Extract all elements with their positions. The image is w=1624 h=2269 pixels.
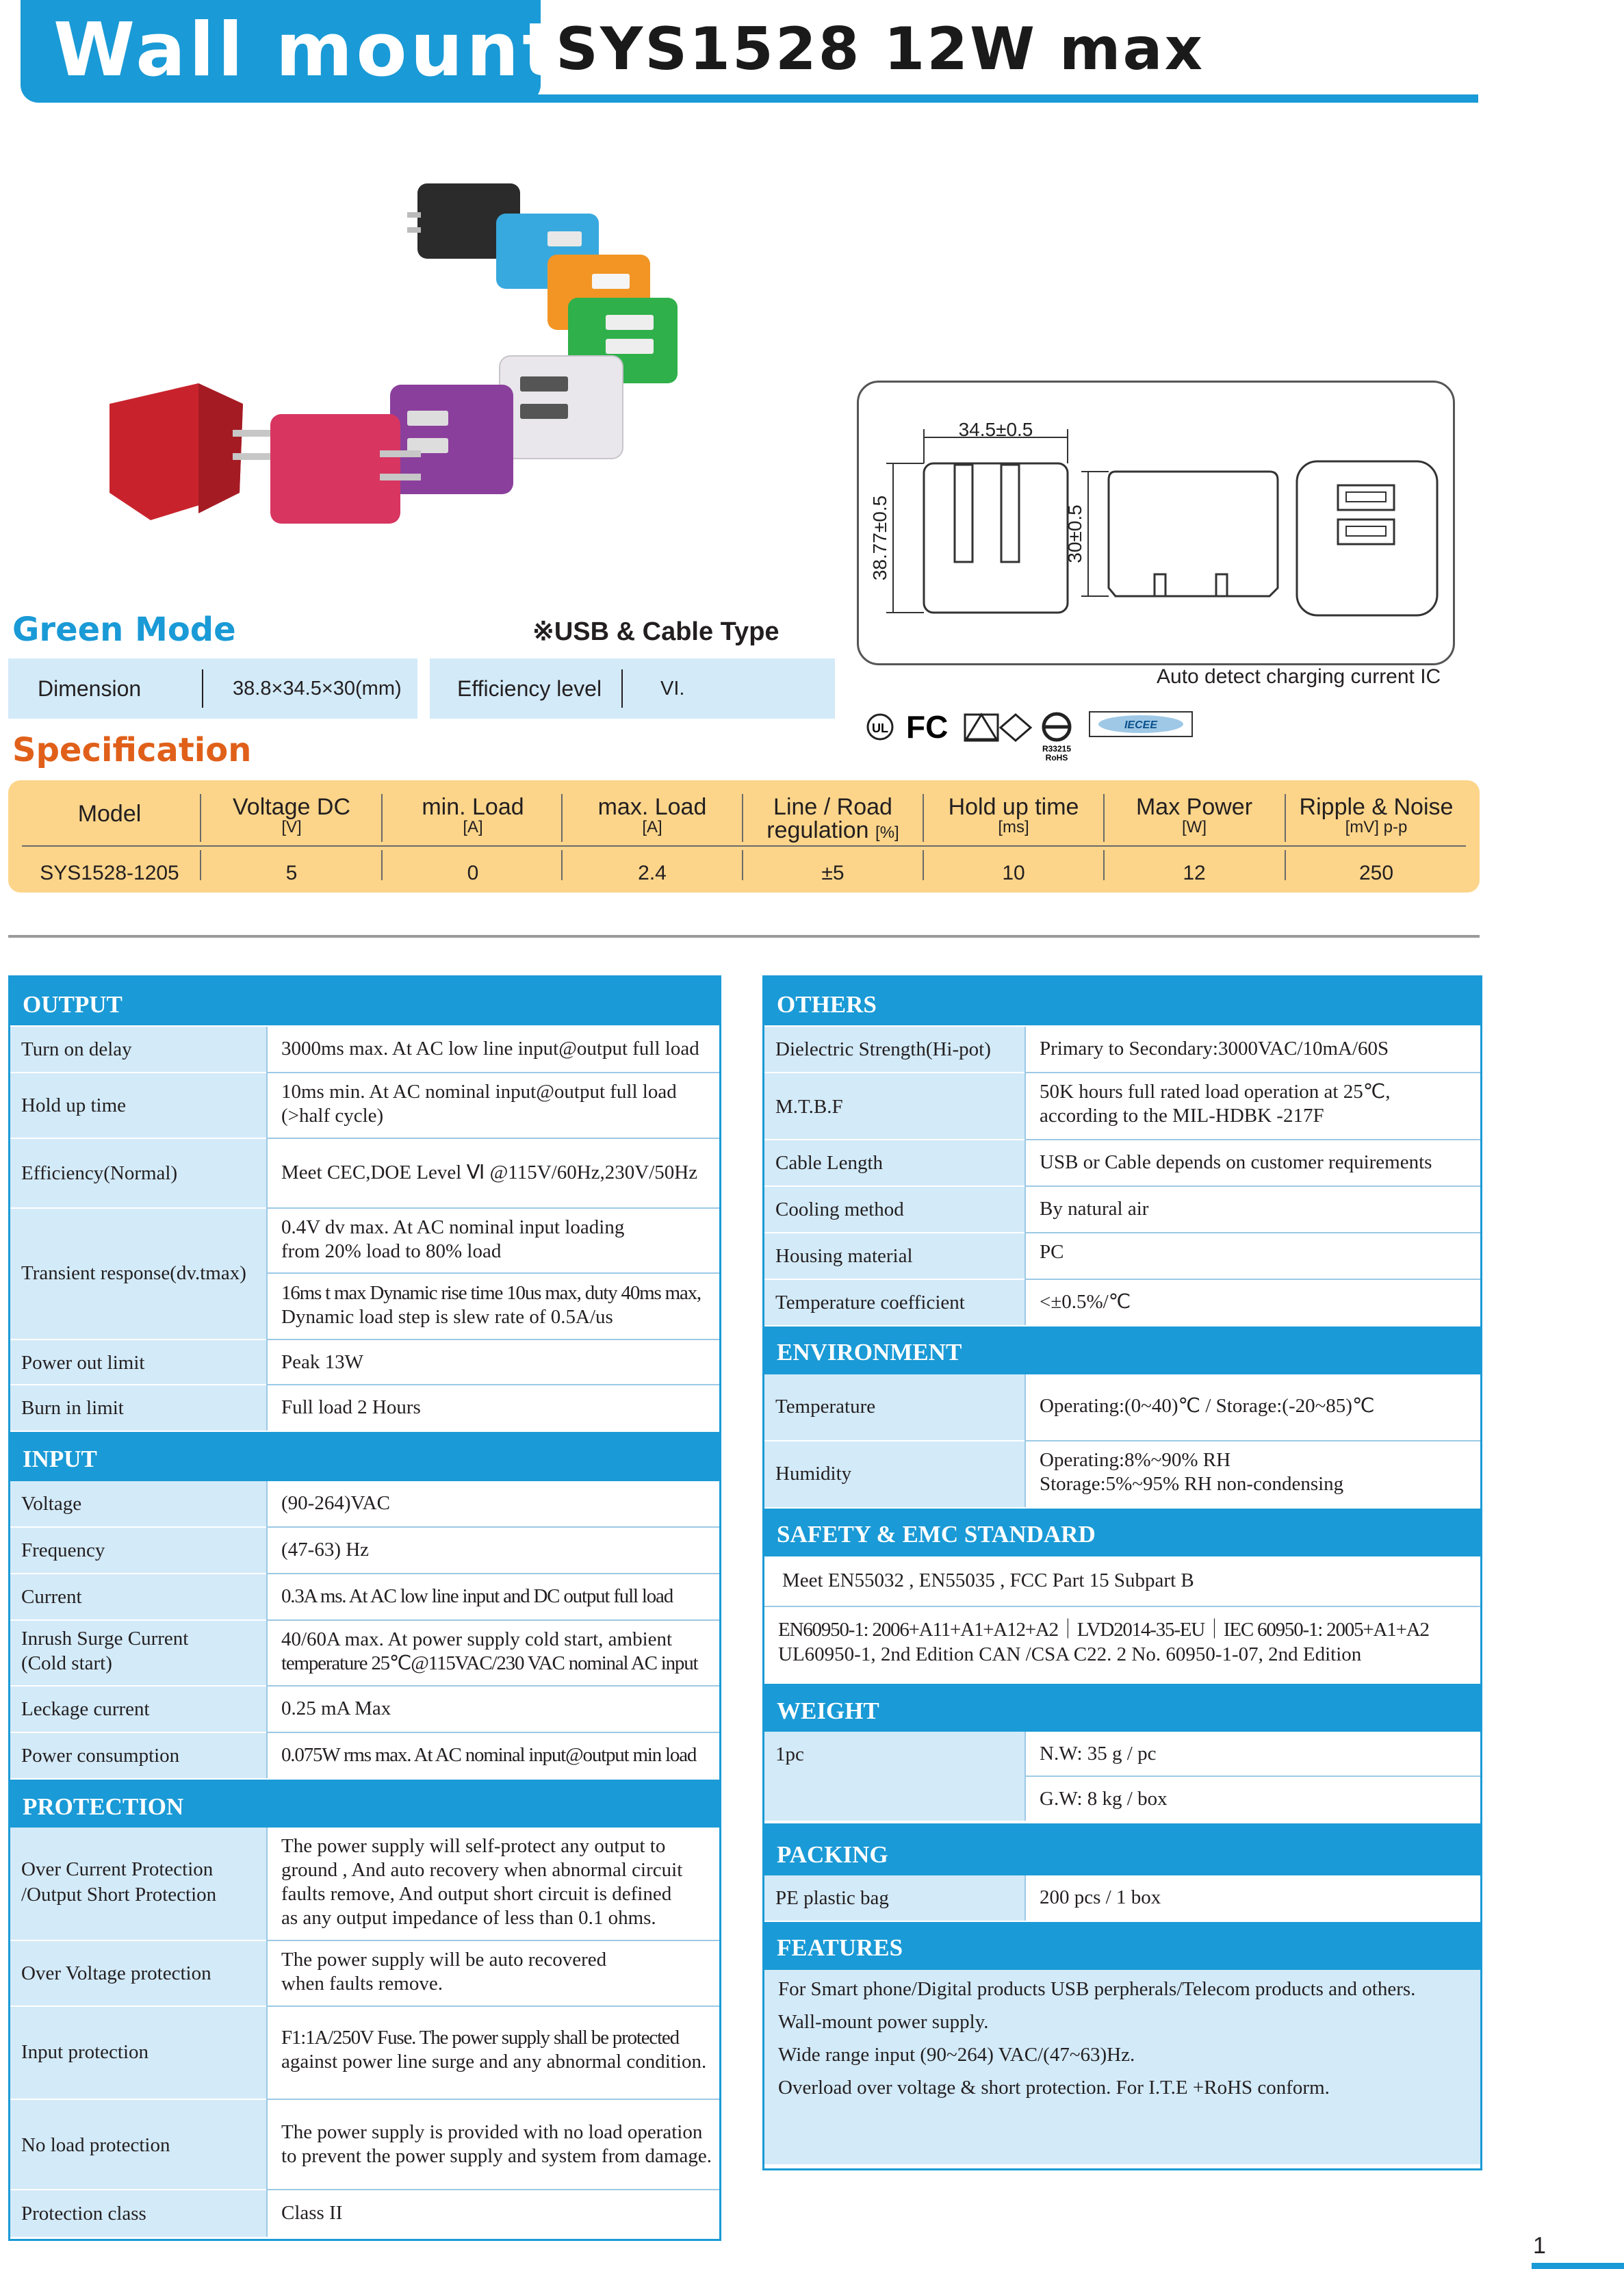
inrush-current-value: 40/60A max. At power supply cold start, ambient temperature 25℃@115VAC/230 VAC nominal AC input [268,1621,719,1685]
spec-col-separator [1285,850,1286,880]
humidity-label: Humidity [764,1441,1024,1507]
spec-col-separator [200,850,201,880]
column-divider [266,1027,268,1431]
spec-value-model: SYS1528-1205 [40,862,179,884]
row-divider [268,2189,719,2190]
safety-section-header: SAFETY & EMC STANDARD [764,1507,1480,1556]
row-divider [1026,1232,1480,1233]
weight-label: 1pc [764,1732,1024,1821]
spec-col-separator [200,794,201,842]
rohs-icon [1042,714,1071,762]
spec-header-max-load: max. Load [A] [597,794,707,836]
temperature-coefficient-value: <±0.5%/℃ [1026,1280,1480,1325]
frequency-value: (47-63) Hz [268,1528,719,1573]
input-protection-value: F1:1A/250V Fuse. The power supply shall be protected against power line surge and any abnormal condition. [268,2007,719,2099]
spec-col-separator [742,794,743,842]
weight-section-header: WEIGHT [764,1682,1480,1732]
turn-on-delay-label: Turn on delay [10,1027,266,1072]
spec-col-separator [381,794,383,842]
power-consumption-label: Power consumption [10,1733,266,1778]
spec-value-min-load: 0 [467,862,479,884]
power-consumption-value: 0.075W rms max. At AC nominal input@output min load [268,1733,719,1778]
spec-header-voltage: Voltage DC [V] [233,794,350,836]
efficiency-label: Efficiency level [457,676,602,701]
fcc-icon: FC [906,709,949,745]
inrush-current-label: Inrush Surge Current (Cold start) [10,1621,266,1685]
row-divider [1026,1440,1480,1441]
spec-col-separator [1103,794,1105,842]
column-divider [1024,1875,1026,1921]
left-spec-table [8,975,721,2241]
spec-header-model: Model [77,801,142,827]
packing-section-header: PACKING [764,1822,1480,1875]
column-divider [266,1828,268,2237]
row-divider [268,1685,719,1687]
drawing-note: Auto detect charging current IC [1157,665,1441,688]
header-underline [520,94,1478,103]
burn-in-limit-label: Burn in limit [10,1385,266,1431]
spec-header-ripple: Ripple & Noise [mV] p-p [1299,794,1454,836]
safety-standard-value: EN60950-1: 2006+A11+A1+A12+A2｜LVD2014-35-EU｜IEC 60950-1: 2005+A1+A2 UL60950-1, 2nd Edition CAN /CSA C22. 2 No. 60950-1-07, 2nd Edition [764,1607,1480,1681]
row-divider [268,1072,719,1073]
dielectric-strength-value: Primary to Secondary:3000VAC/10mA/60S [1026,1027,1480,1072]
cable-length-value: USB or Cable depends on customer requirements [1026,1140,1480,1185]
efficiency-value: Meet CEC,DOE Level Ⅵ @115V/60Hz,230V/50Hz [268,1139,719,1207]
green-mode-title: Green Mode [12,611,236,649]
hold-up-time-label: Hold up time [10,1073,266,1138]
spec-col-separator [381,850,383,880]
spec-header-min-load: min. Load [A] [422,794,524,836]
gross-weight-value: G.W: 8 kg / box [1026,1777,1480,1821]
row-divider [268,1526,719,1528]
turn-on-delay-value: 3000ms max. At AC low line input@output full load [268,1027,719,1072]
spec-header-max-power: Max Power [W] [1135,794,1253,836]
dimension-label: Dimension [38,676,142,701]
output-section-header: OUTPUT [10,977,719,1025]
features-list [764,1970,1480,2164]
row-divider [268,1732,719,1733]
spec-value-regulation: ±5 [821,862,845,884]
cable-length-label: Cable Length [764,1140,1024,1185]
protection-class-value: Class II [268,2190,719,2237]
ul-icon [868,715,892,739]
temperature-label: Temperature [764,1374,1024,1440]
power-out-limit-value: Peak 13W [268,1340,719,1384]
row-divider [1026,1072,1480,1073]
feature-item: Wide range input (90~264) VAC/(47~63)Hz. [778,2044,1135,2066]
row-divider [1026,1185,1480,1187]
right-spec-table [762,975,1482,2170]
over-current-protection-label: Over Current Protection /Output Short Protection [10,1828,266,1940]
usb-cable-type-note: ※USB & Cable Type [532,617,779,646]
spec-value-ripple: 250 [1358,862,1394,884]
svg-text:UL: UL [872,721,888,735]
row-divider [268,1138,719,1139]
width-dimension: 34.5±0.5 [958,419,1033,440]
column-divider [266,1481,268,1778]
leakage-current-label: Leckage current [10,1687,266,1732]
spec-header-regulation: Line / Road regulation [%] [766,794,899,843]
efficiency-label: Efficiency(Normal) [10,1139,266,1207]
packing-label: PE plastic bag [764,1875,1024,1921]
row-divider [268,1207,719,1209]
row-divider [268,1573,719,1574]
pse-icon [965,715,1031,741]
row-divider [268,2005,719,2007]
column-divider [1024,1374,1026,1507]
current-value: 0.3A ms. At AC low line input and DC output full load [268,1574,719,1619]
row-divider [1026,1139,1480,1140]
transient-response-label: Transient response(dv.tmax) [10,1209,266,1339]
housing-material-value: PC [1026,1233,1480,1279]
iecee-label: IECEE [1124,719,1158,731]
temperature-coefficient-label: Temperature coefficient [764,1280,1024,1325]
frequency-label: Frequency [10,1528,266,1573]
height-dimension: 38.77±0.5 [869,495,890,581]
row-divider [268,1384,719,1385]
burn-in-limit-value: Full load 2 Hours [268,1385,719,1431]
section-divider [8,935,1480,938]
environment-section-header: ENVIRONMENT [764,1325,1480,1374]
row-divider [1026,1279,1480,1280]
humidity-value: Operating:8%~90% RH Storage:5%~95% RH non-condensing [1026,1441,1480,1507]
spec-value-hold-up: 10 [1002,862,1025,884]
specification-title: Specification [12,731,252,769]
input-section-header: INPUT [10,1431,719,1481]
row-divider [268,1619,719,1621]
feature-item: Overload over voltage & short protection. For I.T.E +RoHS conform. [778,2077,1330,2099]
no-load-protection-label: No load protection [10,2100,266,2189]
rohs-code: R33215 [1042,744,1072,754]
dimension-drawing [857,381,1455,665]
spec-col-separator [923,794,924,842]
net-weight-value: N.W: 35 g / pc [1026,1732,1480,1776]
depth-dimension: 30±0.5 [1064,504,1085,563]
dimension-value: 38.8×34.5×30(mm) [233,678,402,700]
column-divider [1024,1027,1026,1325]
protection-class-label: Protection class [10,2190,266,2237]
page-number: 1 [1533,2233,1546,2259]
protection-section-header: PROTECTION [10,1778,719,1828]
feature-item: Wall-mount power supply. [778,2011,989,2033]
temperature-value: Operating:(0~40)℃ / Storage:(-20~85)℃ [1026,1374,1480,1440]
transient-response-value-2: 16ms t max Dynamic rise time 10us max, duty 40ms max, Dynamic load step is slew rate of 0.5A/us [268,1274,719,1339]
spec-divider [22,845,1466,847]
spec-value-max-load: 2.4 [638,862,667,884]
category-title: Wall mount [53,8,561,93]
mtbf-value: 50K hours full rated load operation at 25℃, according to the MIL-HDBK -217F [1026,1073,1480,1139]
hold-up-time-value: 10ms min. At AC nominal input@output full load (>half cycle) [268,1073,719,1138]
rohs-label: RoHS [1045,753,1068,762]
over-voltage-protection-value: The power supply will be auto recovered when faults remove. [268,1941,719,2005]
spec-value-max-power: 12 [1183,862,1206,884]
no-load-protection-value: The power supply is provided with no load operation to prevent the power supply and system from damage. [268,2100,719,2189]
leakage-current-value: 0.25 mA Max [268,1687,719,1732]
separator [202,669,203,708]
packing-value: 200 pcs / 1 box [1026,1875,1480,1921]
row-divider [268,2099,719,2100]
transient-response-value-1: 0.4V dv max. At AC nominal input loading from 20% load to 80% load [268,1209,719,1272]
emc-standard-value: Meet EN55032 , EN55035 , FCC Part 15 Subpart B [764,1556,1480,1606]
power-out-limit-label: Power out limit [10,1340,266,1384]
voltage-value: (90-264)VAC [268,1481,719,1526]
row-divider [268,1940,719,1941]
spec-col-separator [1285,794,1286,842]
current-label: Current [10,1574,266,1619]
over-current-protection-value: The power supply will self-protect any output to ground , And auto recovery when abnormal circuit faults remove, And output short circuit is defined as any output impedance of less than 0.1 ohms. [268,1828,719,1940]
iecee-icon [1090,712,1192,736]
mtbf-label: M.T.B.F [764,1073,1024,1139]
certification-icons [864,705,1206,767]
model-title: SYS1528 12W max [556,15,1205,84]
cooling-method-label: Cooling method [764,1187,1024,1232]
over-voltage-protection-label: Over Voltage protection [10,1941,266,2005]
row-divider [1026,1776,1480,1777]
spec-col-separator [561,794,563,842]
cooling-method-value: By natural air [1026,1187,1480,1232]
voltage-label: Voltage [10,1481,266,1526]
row-divider [268,1339,719,1340]
housing-material-label: Housing material [764,1233,1024,1279]
separator [621,669,623,708]
input-protection-label: Input protection [10,2007,266,2099]
dielectric-strength-label: Dielectric Strength(Hi-pot) [764,1027,1024,1072]
spec-value-voltage: 5 [285,862,298,884]
cell-divider [268,1272,719,1274]
product-photo [96,171,712,534]
feature-item: For Smart phone/Digital products USB perpherals/Telecom products and others. [778,1978,1416,2000]
spec-header-hold-up: Hold up time [ms] [948,794,1079,836]
features-section-header: FEATURES [764,1921,1480,1970]
efficiency-value: VI. [660,678,685,700]
others-section-header: OTHERS [764,977,1480,1025]
page-number-bar [1532,2263,1624,2269]
column-divider [1024,1732,1026,1821]
